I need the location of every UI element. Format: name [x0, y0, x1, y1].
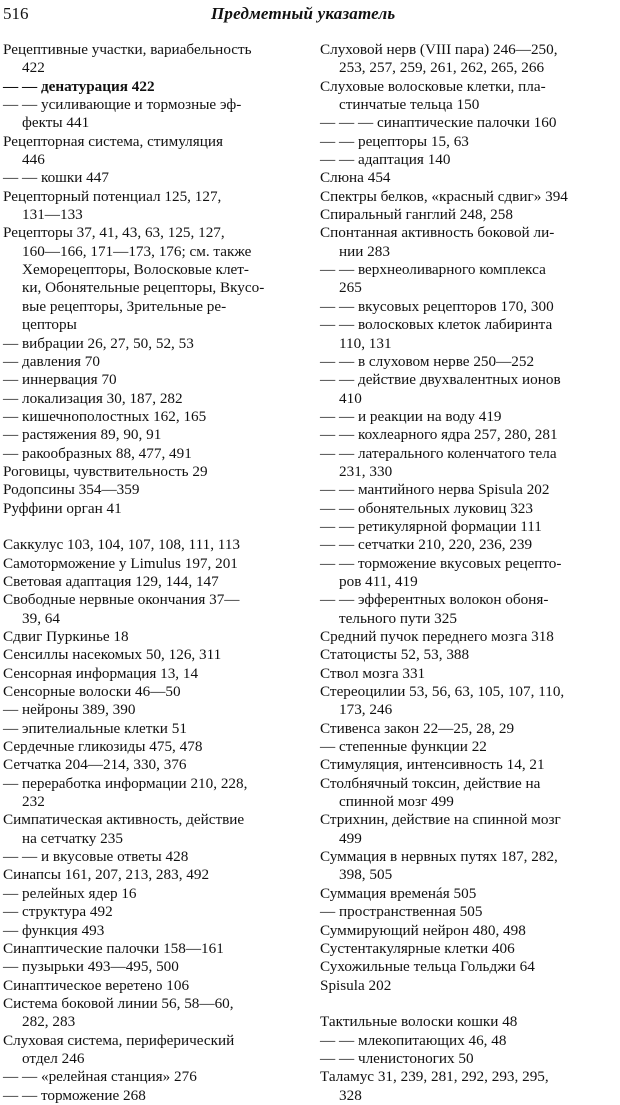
- index-entry-continuation: фекты 441: [22, 114, 90, 132]
- index-entry: Сухожильные тельца Гольджи 64: [320, 958, 535, 976]
- index-entry: — — действие двухвалентных ионов: [320, 371, 561, 389]
- index-entry: — — торможение вкусовых рецепто-: [320, 554, 562, 572]
- index-entry: Рецепторный потенциал 125, 127,: [3, 187, 222, 205]
- index-entry: — растяжения 89, 90, 91: [3, 426, 162, 444]
- index-entry: — локализация 30, 187, 282: [3, 389, 183, 407]
- index-entry: — — «релейная станция» 276: [3, 1068, 197, 1086]
- index-entry-continuation: стинчатые тельца 150: [339, 96, 480, 114]
- index-entry: Суммирующий нейрон 480, 498: [320, 921, 526, 939]
- index-entry: Суммация временáя 505: [320, 884, 477, 902]
- index-entry: — давления 70: [3, 352, 100, 370]
- index-entry-continuation: Хеморецепторы, Волосковые клет-: [22, 261, 249, 279]
- index-entry: — степенные функции 22: [320, 738, 487, 756]
- index-entry: Слюна 454: [320, 169, 391, 187]
- index-entry: — вибрации 26, 27, 50, 52, 53: [3, 334, 194, 352]
- index-entry: Сердечные гликозиды 475, 478: [3, 738, 203, 756]
- index-entry: — иннервация 70: [3, 371, 117, 389]
- index-entry-continuation: 446: [22, 151, 45, 169]
- index-entry: — — вкусовых рецепторов 170, 300: [320, 297, 554, 315]
- index-entry: Слуховые волосковые клетки, пла-: [320, 77, 546, 95]
- index-entry: Рецепторы 37, 41, 43, 63, 125, 127,: [3, 224, 225, 242]
- index-entry-continuation: спинной мозг 499: [339, 793, 454, 811]
- index-entry: Роговицы, чувствительность 29: [3, 462, 208, 480]
- index-entry: — — денатурация 422: [3, 77, 155, 95]
- index-entry: — — сетчатки 210, 220, 236, 239: [320, 536, 533, 554]
- index-entry: — нейроны 389, 390: [3, 701, 136, 719]
- index-entry: Руффини орган 41: [3, 499, 122, 517]
- index-entry: — — млекопитающих 46, 48: [320, 1031, 507, 1049]
- index-entry-continuation: нии 283: [339, 242, 390, 260]
- index-entry: Спектры белков, «красный сдвиг» 394: [320, 187, 568, 205]
- index-entry: — — волосковых клеток лабиринта: [320, 316, 553, 334]
- index-entry: Световая адаптация 129, 144, 147: [3, 572, 219, 590]
- index-entry-continuation: 110, 131: [339, 334, 392, 352]
- index-entry-continuation: тельного пути 325: [339, 609, 457, 627]
- index-entry: Синапсы 161, 207, 213, 283, 492: [3, 866, 210, 884]
- index-entry: Саккулус 103, 104, 107, 108, 111, 113: [3, 536, 241, 554]
- index-entry: — — эфферентных волокон обоня-: [320, 591, 549, 609]
- index-entry: — — мантийного нерва Spisula 202: [320, 481, 550, 499]
- index-entry: Стивенса закон 22—25, 28, 29: [320, 719, 515, 737]
- page-title: Предметный указатель: [211, 4, 396, 23]
- index-entry-continuation: на сетчатку 235: [22, 829, 123, 847]
- index-entry: Рецептивные участки, вариабельность: [3, 41, 252, 58]
- index-entry: Спонтанная активность боковой ли-: [320, 224, 555, 242]
- index-entry: — — и реакции на воду 419: [320, 407, 502, 425]
- index-entry: — кишечнополостных 162, 165: [3, 407, 207, 425]
- index-entry: — — усиливающие и тормозные эф-: [3, 96, 242, 114]
- index-entry: — переработка информации 210, 228,: [3, 774, 248, 792]
- index-entry-continuation: вые рецепторы, Зрительные ре-: [22, 297, 227, 315]
- index-entry-continuation: 231, 330: [339, 462, 393, 480]
- index-entry: Сустентакулярные клетки 406: [320, 939, 515, 957]
- index-entry: Синаптические палочки 158—161: [3, 939, 224, 957]
- index-entry: Спиральный ганглий 248, 258: [320, 206, 513, 224]
- index-entry: — структура 492: [3, 903, 113, 921]
- index-entry: — — адаптация 140: [320, 151, 451, 169]
- index-entry: — — в слуховом нерве 250—252: [320, 352, 535, 370]
- index-entry-continuation: 410: [339, 389, 362, 407]
- index-entry: — — и вкусовые ответы 428: [3, 848, 189, 866]
- index-entry-continuation: 328: [339, 1086, 362, 1104]
- index-column-right: [320, 41, 618, 1105]
- index-entry-continuation: 39, 64: [22, 609, 60, 627]
- index-entry-continuation: 499: [339, 829, 362, 847]
- index-entry: — — верхнеоливарного комплекса: [320, 261, 546, 279]
- index-entry: Слуховой нерв (VIII пара) 246—250,: [320, 41, 558, 58]
- index-entry-continuation: ров 411, 419: [339, 572, 418, 590]
- index-entry: Стереоцилии 53, 56, 63, 105, 107, 110,: [320, 683, 565, 701]
- index-entry: — — рецепторы 15, 63: [320, 132, 469, 150]
- index-entry: Система боковой линии 56, 58—60,: [3, 994, 234, 1012]
- index-entry: Средний пучок переднего мозга 318: [320, 628, 554, 645]
- index-entry: — — латерального коленчатого тела: [320, 444, 557, 462]
- index-entry: Родопсины 354—359: [3, 481, 140, 499]
- index-entry: — — торможение 268: [3, 1086, 146, 1104]
- entry-group-gap: [320, 995, 618, 1013]
- index-entry: Свободные нервные окончания 37—: [3, 591, 240, 609]
- index-entry: — — — синаптические палочки 160: [320, 114, 557, 132]
- index-entry: — эпителиальные клетки 51: [3, 719, 187, 737]
- index-entry-continuation: 398, 505: [339, 866, 393, 884]
- index-entry: Таламус 31, 239, 281, 292, 293, 295,: [320, 1068, 549, 1086]
- index-entry: Сенсорные волоски 46—50: [3, 683, 181, 701]
- index-entry-continuation: цепторы: [22, 316, 77, 334]
- index-entry: — — обонятельных луковиц 323: [320, 499, 533, 517]
- index-entry: — — ретикулярной формации 111: [320, 517, 542, 535]
- index-entry: Самоторможение у Limulus 197, 201: [3, 554, 238, 572]
- index-entry: — — кошки 447: [3, 169, 109, 187]
- index-entry: — — членистоногих 50: [320, 1049, 474, 1067]
- index-column-left: [3, 41, 303, 1105]
- index-entry: Сенсиллы насекомых 50, 126, 311: [3, 646, 222, 664]
- index-entry: Столбнячный токсин, действие на: [320, 774, 541, 792]
- index-entry: — ракообразных 88, 477, 491: [3, 444, 192, 462]
- index-entry: Синаптическое веретено 106: [3, 976, 190, 994]
- entry-group-gap: [3, 518, 303, 536]
- index-entry-continuation: 282, 283: [22, 1013, 76, 1031]
- page-number: 516: [3, 4, 29, 23]
- index-entry: Сдвиг Пуркинье 18: [3, 628, 129, 645]
- index-entry-continuation: 422: [22, 59, 45, 77]
- index-entry-continuation: 253, 257, 259, 261, 262, 265, 266: [339, 59, 545, 77]
- page-header: [3, 4, 616, 26]
- index-entry: Тактильные волоски кошки 48: [320, 1013, 518, 1031]
- index-entry: Симпатическая активность, действие: [3, 811, 245, 829]
- index-entry: Сетчатка 204—214, 330, 376: [3, 756, 187, 774]
- index-entry: Стимуляция, интенсивность 14, 21: [320, 756, 545, 774]
- index-entry: — релейных ядер 16: [3, 884, 137, 902]
- index-entry-continuation: 232: [22, 793, 45, 811]
- index-entry: Суммация в нервных путях 187, 282,: [320, 848, 558, 866]
- index-entry-continuation: отдел 246: [22, 1049, 85, 1067]
- index-entry: — пространственная 505: [320, 903, 483, 921]
- index-entry: Слуховая система, периферический: [3, 1031, 235, 1049]
- index-entry-continuation: 131—133: [22, 206, 83, 224]
- index-entry-continuation: 265: [339, 279, 362, 297]
- index-entry: — пузырьки 493—495, 500: [3, 958, 179, 976]
- index-entry-continuation: 173, 246: [339, 701, 393, 719]
- index-entry-continuation: ки, Обонятельные рецепторы, Вкусо-: [22, 279, 265, 297]
- index-entry: Сенсорная информация 13, 14: [3, 664, 199, 682]
- index-entry-continuation: 160—166, 171—173, 176; см. также: [22, 242, 252, 260]
- index-entry: Статоцисты 52, 53, 388: [320, 646, 470, 664]
- index-entry: Spisula 202: [320, 976, 392, 994]
- index-entry: — функция 493: [3, 921, 105, 939]
- index-entry: Рецепторная система, стимуляция: [3, 132, 223, 150]
- index-entry: Ствол мозга 331: [320, 664, 426, 682]
- index-entry: — — кохлеарного ядра 257, 280, 281: [320, 426, 558, 444]
- index-entry: Стрихнин, действие на спинной мозг: [320, 811, 561, 829]
